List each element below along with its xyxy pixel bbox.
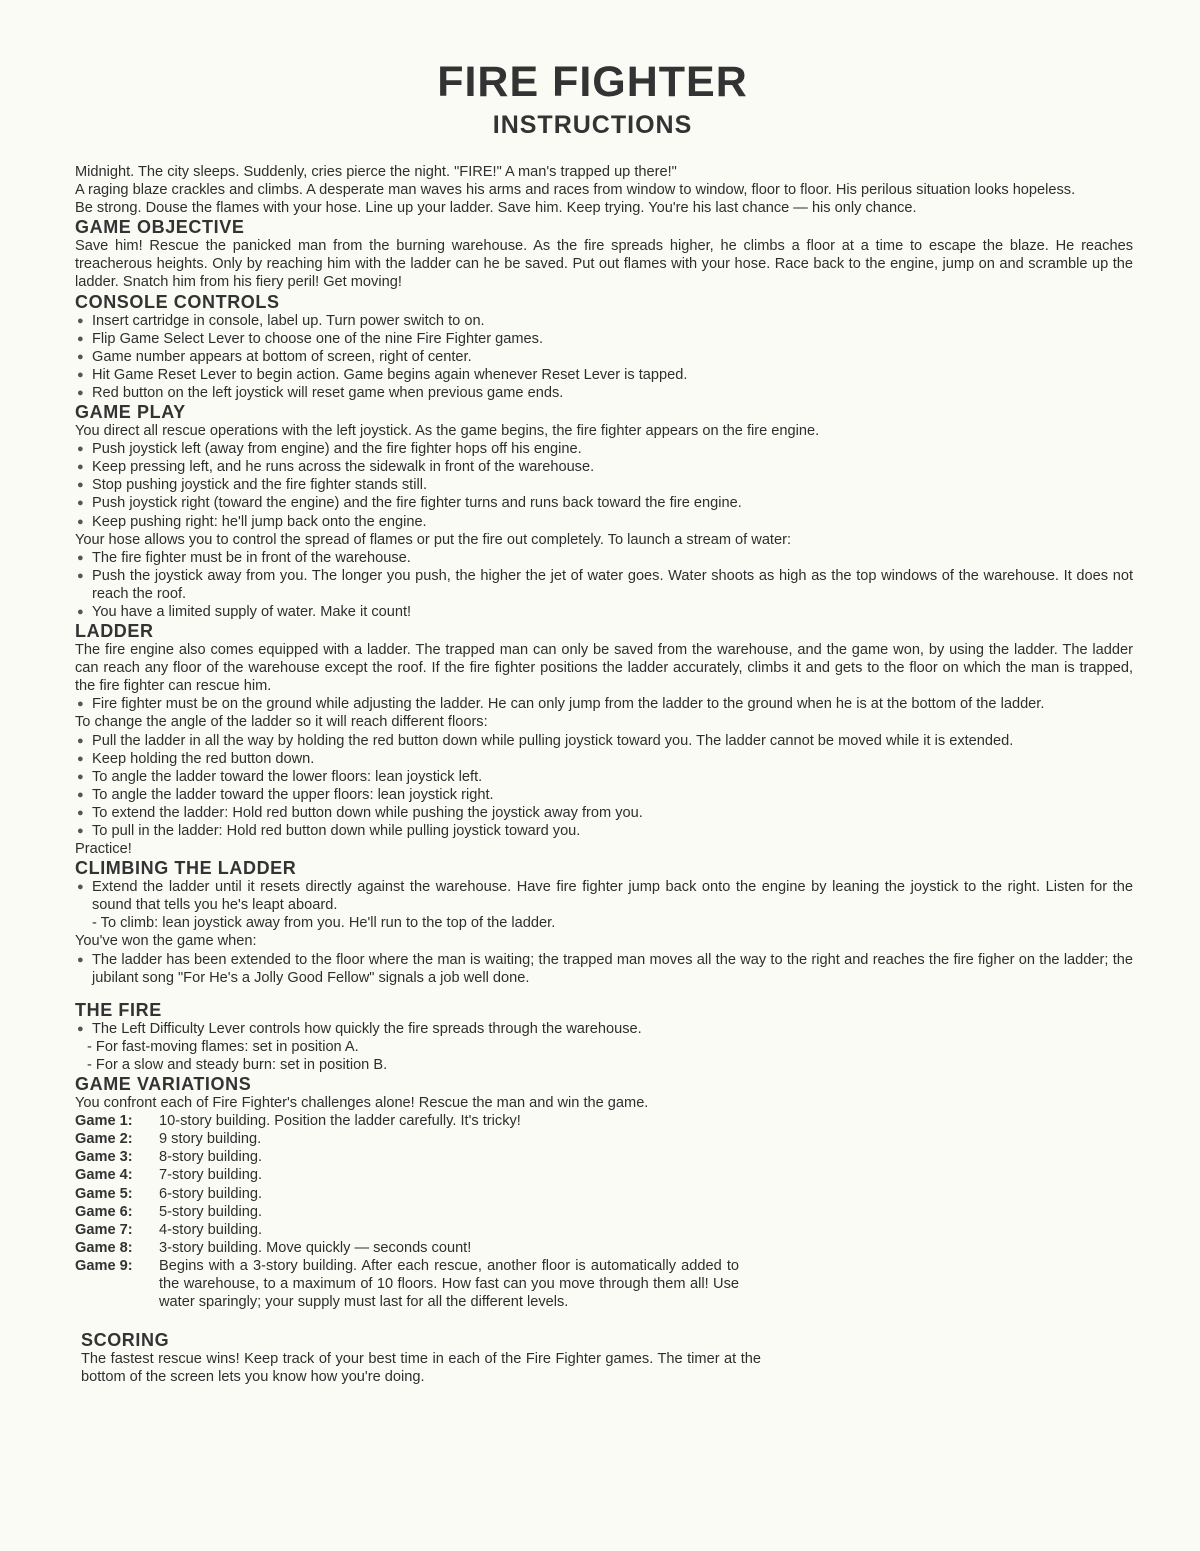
- intro-paragraph: Midnight. The city sleeps. Suddenly, cries pierce the night. "FIRE!" A man's trapped up there!": [75, 164, 677, 180]
- list-item: ● Red button on the left joystick will reset game when previous game ends.: [75, 384, 1133, 402]
- bullet-list: [75, 1020, 1133, 1038]
- game-description: 8-story building.: [159, 1149, 263, 1166]
- list-item: ● To pull in the ladder: Hold red button down while pulling joystick toward you.: [75, 822, 1133, 840]
- list-item: ● Keep pushing right: he'll jump back onto the engine.: [75, 513, 1133, 531]
- list-item: ● Hit Game Reset Lever to begin action. Game begins again whenever Reset Lever is tapped.: [75, 366, 1133, 384]
- section-heading: CLIMBING THE LADDER: [75, 858, 297, 879]
- bullet-list: [75, 878, 1133, 914]
- list-item: ● The ladder has been extended to the floor where the man is waiting; the trapped man moves all the way to the right and reaches the fire figher on the ladder; the jubilant song "For He's a Jolly Good Fellow" signals a job well done.: [75, 951, 1133, 987]
- intro-section: [75, 163, 1133, 217]
- section-game-objective: [75, 217, 1133, 291]
- section-the-fire: [75, 1000, 1133, 1074]
- section-text: To change the angle of the ladder so it will reach different floors:: [75, 714, 488, 731]
- list-item: ● Stop pushing joystick and the fire fighter stands still.: [75, 476, 1133, 494]
- game-description: 7-story building.: [159, 1167, 263, 1184]
- section-text: You've won the game when:: [75, 933, 257, 950]
- list-item: ● Pull the ladder in all the way by holding the red button down while pulling joystick toward you. The ladder cannot be moved while it is extended.: [75, 732, 1133, 750]
- bullet-list: [75, 695, 1133, 713]
- section-climbing-the-ladder: [75, 858, 1133, 987]
- list-item: ● Keep pressing left, and he runs across the sidewalk in front of the warehouse.: [75, 458, 1133, 476]
- list-item: ● Push joystick right (toward the engine) and the fire fighter turns and runs back toward the fire engine.: [75, 494, 1133, 512]
- bullet-list: [75, 440, 1133, 530]
- list-item: ● To angle the ladder toward the lower floors: lean joystick left.: [75, 768, 1133, 786]
- intro-paragraph: A raging blaze crackles and climbs. A desperate man waves his arms and races from window to window, floor to floor. His perilous situation looks hopeless.: [75, 182, 1076, 199]
- list-item: ● Keep holding the red button down.: [75, 750, 1133, 768]
- section-heading: CONSOLE CONTROLS: [75, 291, 280, 312]
- game-label: Game 7:: [75, 1221, 133, 1238]
- instructions-body: [75, 163, 1133, 1386]
- list-item: ● Extend the ladder until it resets directly against the warehouse. Have fire fighter jump back onto the engine by leaning the joystick to the right. Listen for the sound that tells you he's leapt aboard.: [75, 878, 1133, 914]
- list-item: ● To angle the ladder toward the upper floors: lean joystick right.: [75, 786, 1133, 804]
- game-label: Game 8:: [75, 1239, 133, 1256]
- page-title: FIRE FIGHTER: [437, 58, 748, 106]
- game-description: 9 story building.: [159, 1131, 262, 1148]
- section-heading: THE FIRE: [75, 999, 162, 1020]
- list-item: ● Fire fighter must be on the ground while adjusting the ladder. He can only jump from the ladder to the ground when he is at the bottom of the ladder.: [75, 695, 1133, 713]
- bullet-list: [75, 732, 1133, 841]
- game-description: 5-story building.: [159, 1203, 263, 1220]
- section-console-controls: [75, 292, 1133, 402]
- game-label: Game 2:: [75, 1131, 133, 1148]
- list-item: ● To extend the ladder: Hold red button down while pushing the joystick away from you.: [75, 804, 1133, 822]
- game-label: Game 3:: [75, 1149, 133, 1166]
- game-label: Game 9:: [75, 1257, 133, 1274]
- game-description: 10-story building. Position the ladder carefully. It's tricky!: [159, 1113, 521, 1130]
- game-description: 3-story building. Move quickly — seconds count!: [159, 1239, 472, 1256]
- section-text: Your hose allows you to control the spread of flames or put the fire out completely. To launch a stream of water:: [75, 531, 792, 548]
- section-ladder: [75, 621, 1133, 858]
- bullet-list: [75, 549, 1133, 621]
- game-description: Begins with a 3-story building. After each rescue, another floor is automatically added to the warehouse, to a maximum of 10 floors. How fast can you move through them all! Use water sparingly; your supply must last for all the different levels.: [159, 1257, 739, 1311]
- dash-list: [87, 1038, 1133, 1074]
- bullet-list: [75, 951, 1133, 987]
- section-game-variations: [75, 1074, 1133, 1311]
- list-item: ● The Left Difficulty Lever controls how quickly the fire spreads through the warehouse.: [75, 1020, 1133, 1038]
- section-text: The fire engine also comes equipped with a ladder. The trapped man can only be saved from the warehouse, and the game won, by using the ladder. The ladder can reach any floor of the warehouse except the roof. If the fire fighter positions the ladder accurately, climbs it and gets to the floor on which the man is trapped, the fire fighter can rescue him.: [75, 642, 1133, 695]
- game-variations-list: [75, 1112, 1133, 1311]
- game-label: Game 4:: [75, 1167, 133, 1184]
- section-text: You confront each of Fire Fighter's challenges alone! Rescue the man and win the game.: [75, 1095, 649, 1112]
- list-item: ● Insert cartridge in console, label up. Turn power switch to on.: [75, 312, 1133, 330]
- section-scoring: [75, 1330, 761, 1386]
- list-item: ● Flip Game Select Lever to choose one of the nine Fire Fighter games.: [75, 330, 1133, 348]
- list-item: ● Push joystick left (away from engine) and the fire fighter hops off his engine.: [75, 440, 1133, 458]
- list-item: ● Push the joystick away from you. The longer you push, the higher the jet of water goes. Water shoots as high as the top windows of the warehouse. It does not reach the roof.: [75, 567, 1133, 603]
- section-text: - To climb: lean joystick away from you. He'll run to the top of the ladder.: [92, 915, 556, 932]
- section-heading: GAME PLAY: [75, 402, 186, 423]
- game-label: Game 5:: [75, 1185, 133, 1202]
- list-item: ● Game number appears at bottom of screen, right of center.: [75, 348, 1133, 366]
- game-description: 6-story building.: [159, 1185, 263, 1202]
- game-description: 4-story building.: [159, 1221, 263, 1238]
- section-heading: GAME OBJECTIVE: [75, 217, 245, 238]
- game-label: Game 1:: [75, 1113, 133, 1130]
- list-item-text: For a slow and steady burn: set in position B.: [95, 1056, 388, 1073]
- section-heading: LADDER: [75, 621, 154, 642]
- bullet-list: [75, 312, 1133, 402]
- list-item: [87, 1038, 1133, 1056]
- game-label: Game 6:: [75, 1203, 133, 1220]
- intro-paragraph: Be strong. Douse the flames with your hose. Line up your ladder. Save him. Keep trying. You're his last chance — his only chance.: [75, 200, 917, 217]
- list-item-text: For fast-moving flames: set in position A.: [95, 1038, 359, 1055]
- section-text: Save him! Rescue the panicked man from the burning warehouse. As the fire spreads higher, he climbs a floor at a time to escape the blaze. He reaches treacherous heights. Only by reaching him with the ladder can he be saved. Put out flames with your hose. Race back to the engine, jump on and scramble up the ladder. Snatch him from his fiery peril! Get moving!: [75, 238, 1133, 291]
- section-game-play: [75, 402, 1133, 621]
- page-subtitle: INSTRUCTIONS: [492, 111, 693, 139]
- list-item: ● The fire fighter must be in front of the warehouse.: [75, 549, 1133, 567]
- section-text: Practice!: [75, 841, 132, 858]
- section-heading: SCORING: [81, 1330, 170, 1351]
- list-item: ● You have a limited supply of water. Make it count!: [75, 603, 1133, 621]
- section-heading: GAME VARIATIONS: [75, 1074, 252, 1095]
- list-item: [87, 1056, 1133, 1074]
- section-text: You direct all rescue operations with the left joystick. As the game begins, the fire fighter appears on the fire engine.: [75, 423, 820, 440]
- section-text: The fastest rescue wins! Keep track of your best time in each of the Fire Fighter games. The timer at the bottom of the screen lets you know how you're doing.: [81, 1351, 761, 1386]
